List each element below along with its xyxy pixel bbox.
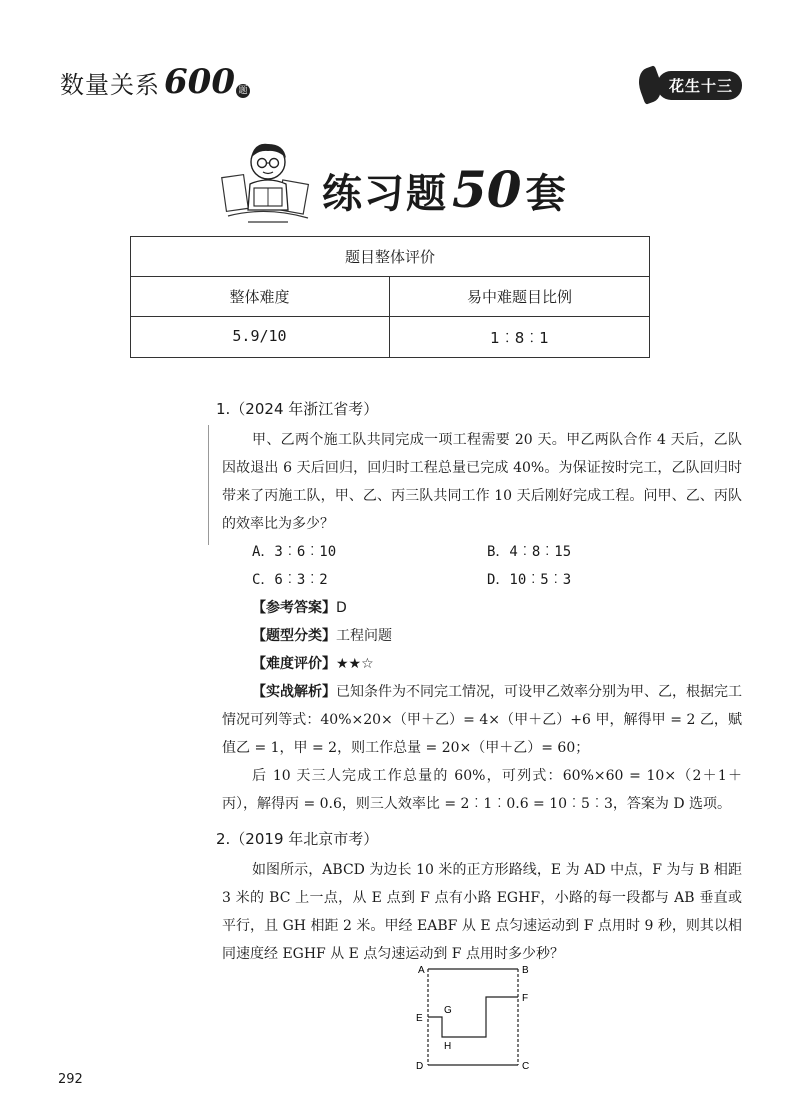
question-2-stem: 如图所示，ABCD 为边长 10 米的正方形路线，E 为 AD 中点，F 为与 B 相距 3 米的 BC 上一点，从 E 点到 F 点有小路 EGHF，小路的每一段都与 AB 垂直或平行，且 GH 相距 2 米。甲经 EABF 从 E 点匀速运动到 F 点用时 9 秒，则其以相同速度经 EGHF 从 E 点匀速运动到 F 点用时多少秒？ — [222, 862, 742, 962]
book-title: 数量关系 — [60, 71, 160, 99]
brand-logo — [639, 68, 742, 102]
table-rule — [130, 236, 650, 237]
option-a: A．3︰6︰10 — [252, 544, 337, 560]
difficulty-stars: ★★☆ — [336, 656, 374, 672]
label-c: C — [522, 1061, 530, 1072]
difficulty-value: 5.9/10 — [232, 327, 287, 345]
question-2-header: 2.（2019 年北京市考） — [216, 830, 379, 848]
analysis-text-1: 已知条件为不同完工情况，可设甲乙效率分别为甲、乙，根据完工情况可列等式：40%×20×（甲＋乙）= 4×（甲＋乙）+6 甲，解得甲 = 2 乙，赋值乙 = 1，甲 = 2，则工作总量 = 20×（甲＋乙）= 60； — [222, 684, 742, 756]
question-1-header: 1.（2024 年浙江省考） — [216, 400, 379, 418]
answer-line — [222, 594, 742, 622]
book-header — [60, 62, 250, 102]
difficulty-line — [222, 650, 742, 678]
mascot-illustration — [218, 136, 316, 228]
label-f: F — [522, 993, 529, 1004]
section-title — [322, 160, 568, 219]
section-title-prefix: 练习题 — [322, 171, 448, 217]
path-eghf — [428, 997, 518, 1037]
options-row — [222, 538, 742, 566]
options-row — [222, 566, 742, 594]
question-1-stem: 甲、乙两个施工队共同完成一项工程需要 20 天。甲乙两队合作 4 天后，乙队因故退出 6 天后回归，回归时工程总量已完成 40%。为保证按时完工，乙队回归时带来了丙施工队，甲、乙、丙三队共同工作 10 天后刚好完成工程。问甲、乙、丙队的效率比为多少？ — [222, 432, 742, 532]
option-b: B．4︰8︰15 — [487, 544, 572, 560]
evaluation-title: 题目整体评价 — [344, 248, 435, 266]
category-value: 工程问题 — [336, 628, 392, 644]
analysis-paragraph-2: 后 10 天三人完成工作总量的 60%，可列式：60%×60 = 10×（2＋1＋丙），解得丙 = 0.6，则三人效率比 = 2︰1︰0.6 = 10︰5︰3，答案为 D 选项。 — [222, 768, 742, 812]
section-title-number: 50 — [452, 160, 522, 219]
label-a: A — [418, 965, 425, 976]
section-title-suffix: 套 — [525, 171, 568, 217]
label-g: G — [444, 1005, 452, 1016]
analysis-paragraph-1 — [222, 678, 742, 762]
difficulty-label: 整体难度 — [229, 288, 290, 306]
margin-rule — [208, 425, 209, 545]
label-h: H — [444, 1041, 452, 1052]
ratio-label: 易中难题目比例 — [466, 288, 572, 306]
book-suffix: 题 — [236, 84, 250, 98]
table-rule — [130, 276, 650, 277]
label-e: E — [416, 1013, 423, 1024]
question-1 — [222, 426, 742, 818]
option-c: C．6︰3︰2 — [252, 572, 328, 588]
label-b: B — [522, 965, 529, 976]
analysis-label: 【实战解析】 — [252, 684, 336, 700]
table-rule — [130, 357, 650, 358]
evaluation-table — [130, 236, 650, 358]
option-d: D．10︰5︰3 — [487, 572, 572, 588]
category-label: 【题型分类】 — [252, 628, 336, 644]
table-rule — [130, 316, 650, 317]
question-2 — [222, 856, 742, 968]
answer-label: 【参考答案】 — [252, 600, 336, 616]
square-path-figure — [410, 955, 560, 1075]
category-line — [222, 622, 742, 650]
ratio-value: 1︰8︰1 — [490, 329, 549, 347]
book-number: 600 — [164, 62, 235, 102]
answer-value: D — [336, 600, 347, 616]
brand-name: 花生十三 — [657, 71, 742, 100]
difficulty-rating-label: 【难度评价】 — [252, 656, 336, 672]
label-d: D — [416, 1061, 424, 1072]
page-number: 292 — [58, 1072, 83, 1087]
